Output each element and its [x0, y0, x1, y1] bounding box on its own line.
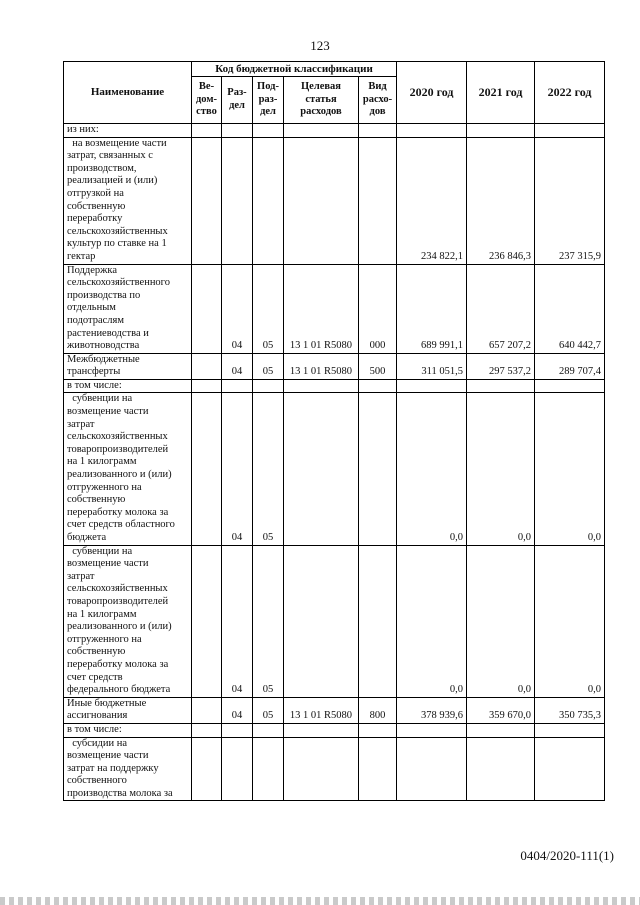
row-name-cell: из них:: [64, 124, 192, 138]
target-article-cell: [284, 393, 359, 545]
vedomstvo-cell: [192, 379, 222, 393]
razdel-cell: 04: [222, 545, 253, 697]
podrazdel-cell: [253, 379, 284, 393]
amount-2020-cell: 0,0: [397, 545, 467, 697]
vedomstvo-cell: [192, 723, 222, 737]
podrazdel-cell: 05: [253, 393, 284, 545]
target-article-cell: [284, 379, 359, 393]
razdel-cell: 04: [222, 697, 253, 723]
table-row: [64, 124, 605, 138]
amount-2021-cell: 297 537,2: [467, 353, 535, 379]
amount-2020-cell: 378 939,6: [397, 697, 467, 723]
amount-2020-cell: [397, 737, 467, 801]
razdel-cell: [222, 124, 253, 138]
target-article-cell: 13 1 01 R5080: [284, 264, 359, 353]
row-name-cell: субвенции на возмещение части затрат сельскохозяйственных товаропроизводителей на 1 килограмм реализованного и (или) отгруженного на собственную переработку молока за счет средств областного бюджета: [64, 393, 192, 545]
vedomstvo-cell: [192, 545, 222, 697]
amount-2021-cell: 236 846,3: [467, 137, 535, 264]
amount-2021-cell: 359 670,0: [467, 697, 535, 723]
header-budget-code-group: Код бюджетной классификации: [192, 62, 397, 77]
amount-2020-cell: 689 991,1: [397, 264, 467, 353]
amount-2021-cell: [467, 737, 535, 801]
vedomstvo-cell: [192, 353, 222, 379]
target-article-cell: 13 1 01 R5080: [284, 353, 359, 379]
amount-2021-cell: [467, 124, 535, 138]
table-row: [64, 545, 605, 697]
razdel-cell: 04: [222, 393, 253, 545]
table-row: [64, 353, 605, 379]
expense-type-cell: [359, 723, 397, 737]
amount-2022-cell: 289 707,4: [535, 353, 605, 379]
target-article-cell: [284, 137, 359, 264]
expense-type-cell: [359, 393, 397, 545]
amount-2021-cell: 0,0: [467, 393, 535, 545]
vedomstvo-cell: [192, 393, 222, 545]
header-name: Наименование: [64, 62, 192, 124]
target-article-cell: [284, 124, 359, 138]
header-vedomstvo: Ве- дом- ство: [192, 77, 222, 124]
row-name-cell: Поддержка сельскохозяйственного производства по отдельным подотраслям растениеводства и животноводства: [64, 264, 192, 353]
podrazdel-cell: [253, 137, 284, 264]
expense-type-cell: [359, 545, 397, 697]
expense-type-cell: 800: [359, 697, 397, 723]
amount-2022-cell: 0,0: [535, 545, 605, 697]
podrazdel-cell: 05: [253, 353, 284, 379]
page-number: 123: [310, 38, 330, 53]
amount-2020-cell: 0,0: [397, 393, 467, 545]
amount-2021-cell: 657 207,2: [467, 264, 535, 353]
amount-2020-cell: [397, 723, 467, 737]
podrazdel-cell: [253, 723, 284, 737]
amount-2022-cell: 350 735,3: [535, 697, 605, 723]
table-row: [64, 264, 605, 353]
header-year-2020: 2020 год: [397, 62, 467, 124]
vedomstvo-cell: [192, 124, 222, 138]
header-expense-type: Вид расхо- дов: [359, 77, 397, 124]
document-code: 0404/2020-111(1): [520, 848, 614, 863]
table-row: [64, 697, 605, 723]
razdel-cell: 04: [222, 264, 253, 353]
scan-edge-artifact: [0, 897, 640, 905]
row-name-cell: субсидии на возмещение части затрат на поддержку собственного производства молока за: [64, 737, 192, 801]
header-podrazdel: Под- раз- дел: [253, 77, 284, 124]
podrazdel-cell: 05: [253, 545, 284, 697]
vedomstvo-cell: [192, 264, 222, 353]
podrazdel-cell: 05: [253, 697, 284, 723]
table-header: [64, 62, 605, 124]
header-razdel: Раз- дел: [222, 77, 253, 124]
row-name-cell: Иные бюджетные ассигнования: [64, 697, 192, 723]
table-body: [64, 124, 605, 801]
header-year-2022: 2022 год: [535, 62, 605, 124]
amount-2022-cell: [535, 124, 605, 138]
row-name-cell: в том числе:: [64, 723, 192, 737]
amount-2022-cell: [535, 737, 605, 801]
amount-2022-cell: [535, 379, 605, 393]
razdel-cell: 04: [222, 353, 253, 379]
razdel-cell: [222, 379, 253, 393]
razdel-cell: [222, 723, 253, 737]
expense-type-cell: [359, 124, 397, 138]
header-target-article: Целевая статья расходов: [284, 77, 359, 124]
table-row: [64, 737, 605, 801]
amount-2020-cell: 311 051,5: [397, 353, 467, 379]
podrazdel-cell: [253, 124, 284, 138]
amount-2021-cell: 0,0: [467, 545, 535, 697]
header-year-2021: 2021 год: [467, 62, 535, 124]
razdel-cell: [222, 137, 253, 264]
vedomstvo-cell: [192, 137, 222, 264]
podrazdel-cell: 05: [253, 264, 284, 353]
vedomstvo-cell: [192, 737, 222, 801]
amount-2022-cell: 237 315,9: [535, 137, 605, 264]
amount-2022-cell: [535, 723, 605, 737]
podrazdel-cell: [253, 737, 284, 801]
table-row: [64, 379, 605, 393]
target-article-cell: [284, 545, 359, 697]
amount-2022-cell: 640 442,7: [535, 264, 605, 353]
razdel-cell: [222, 737, 253, 801]
target-article-cell: [284, 737, 359, 801]
budget-table: [63, 61, 605, 801]
row-name-cell: в том числе:: [64, 379, 192, 393]
expense-type-cell: [359, 379, 397, 393]
table-row: [64, 393, 605, 545]
row-name-cell: субвенции на возмещение части затрат сельскохозяйственных товаропроизводителей на 1 килограмм реализованного и (или) отгруженного на собственную переработку молока за счет средств федерального бюджета: [64, 545, 192, 697]
row-name-cell: на возмещение части затрат, связанных с производством, реализацией и (или) отгрузкой на собственную переработку сельскохозяйственных культур по ставке на 1 гектар: [64, 137, 192, 264]
expense-type-cell: 000: [359, 264, 397, 353]
amount-2020-cell: [397, 124, 467, 138]
amount-2022-cell: 0,0: [535, 393, 605, 545]
expense-type-cell: 500: [359, 353, 397, 379]
amount-2021-cell: [467, 723, 535, 737]
vedomstvo-cell: [192, 697, 222, 723]
target-article-cell: 13 1 01 R5080: [284, 697, 359, 723]
amount-2020-cell: [397, 379, 467, 393]
expense-type-cell: [359, 137, 397, 264]
expense-type-cell: [359, 737, 397, 801]
table-row: [64, 723, 605, 737]
table-row: [64, 137, 605, 264]
row-name-cell: Межбюджетные трансферты: [64, 353, 192, 379]
amount-2020-cell: 234 822,1: [397, 137, 467, 264]
amount-2021-cell: [467, 379, 535, 393]
target-article-cell: [284, 723, 359, 737]
